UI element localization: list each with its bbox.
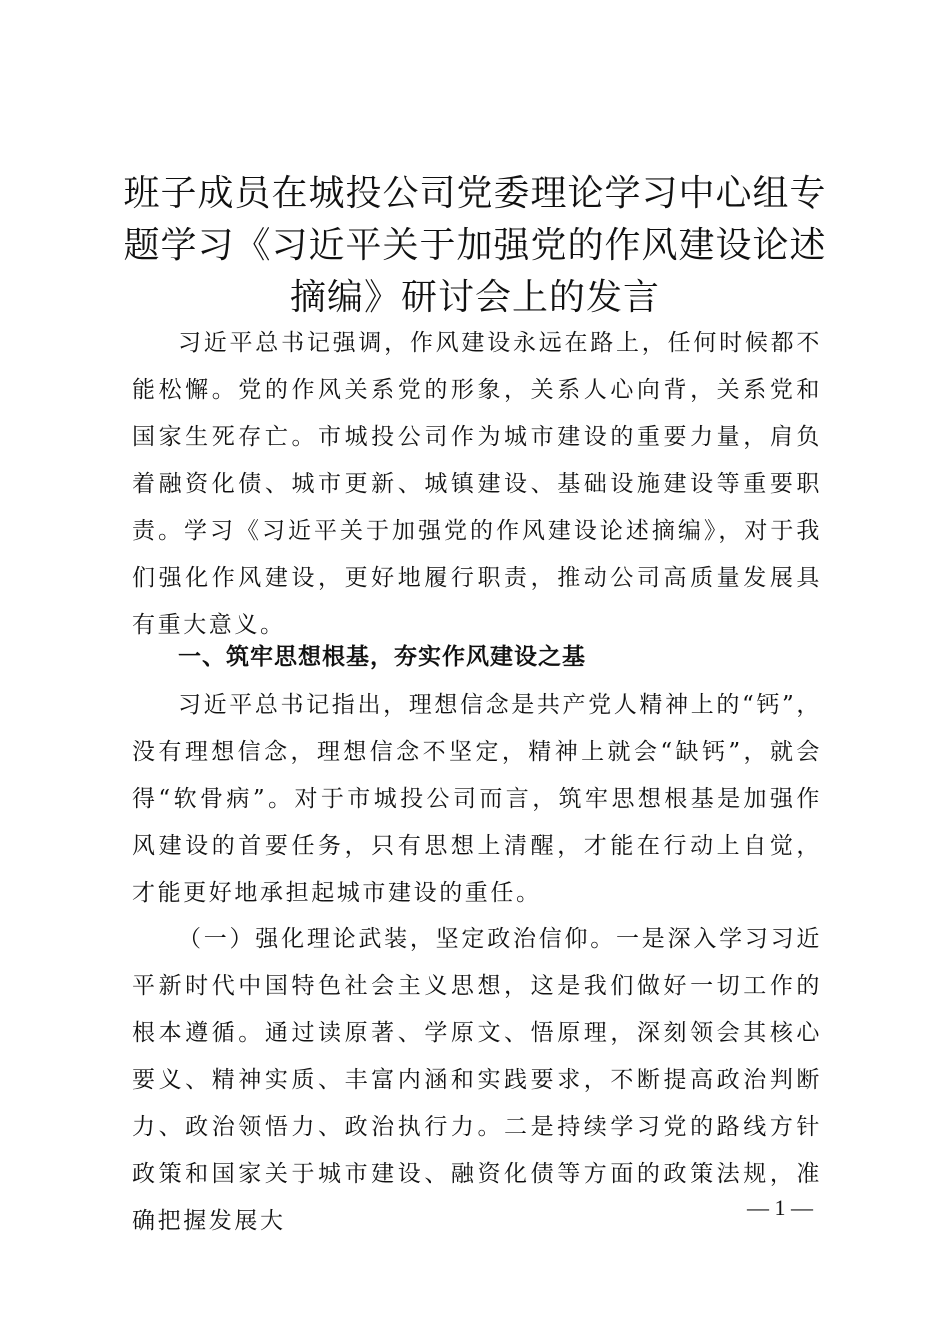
subsection-paragraph — [132, 916, 822, 1245]
intro-paragraph: 习近平总书记强调，作风建设永远在路上，任何时候都不能松懈。党的作风关系党的形象，关系人心向背，关系党和国家生死存亡。市城投公司作为城市建设的重要力量，肩负着融资化债、城市更新、城镇建设、基础设施建设等重要职责。学习《习近平关于加强党的作风建设论述摘编》，对于我们强化作风建设，更好地履行职责，推动公司高质量发展具有重大意义。 — [132, 330, 822, 638]
page-number: — 1 — — [747, 1195, 813, 1220]
section-heading: 一、筑牢思想根基，夯实作风建设之基 — [178, 644, 586, 670]
subsection-heading: （一）强化理论武装，坚定政治信仰。 — [178, 926, 617, 952]
subsection-body: 一是深入学习习近平新时代中国特色社会主义思想，这是我们做好一切工作的根本遵循。通过读原著、学原文、悟原理，深刻领会其核心要义、精神实质、丰富内涵和实践要求，不断提高政治判断力、政治领悟力、政治执行力。二是持续学习党的路线方针政策和国家关于城市建设、融资化债等方面的政策法规，准确把握发展大 — [132, 926, 822, 1234]
section-paragraph: 习近平总书记指出，理想信念是共产党人精神上的“钙”，没有理想信念，理想信念不坚定，精神上就会“缺钙”，就会得“软骨病”。对于市城投公司而言，筑牢思想根基是加强作风建设的首要任务，只有思想上清醒，才能在行动上自觉，才能更好地承担起城市建设的重任。 — [132, 692, 822, 906]
document-title: 班子成员在城投公司党委理论学习中心组专题学习《习近平关于加强党的作风建设论述摘编》研讨会上的发言 — [123, 173, 827, 318]
